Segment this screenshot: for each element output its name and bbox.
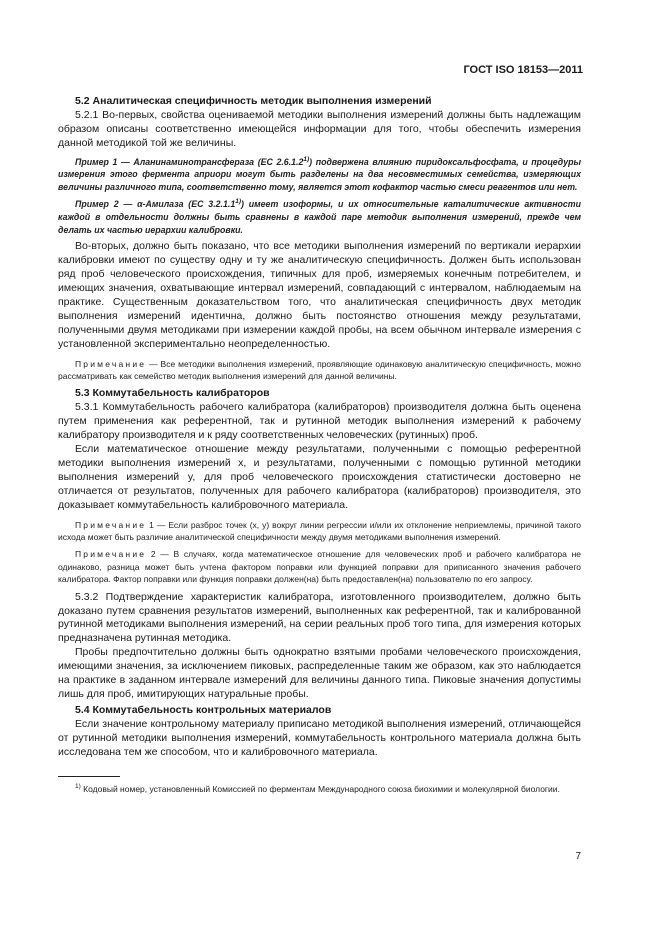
page-content xyxy=(58,93,581,795)
paragraph-5-3-1-cont: Если математическое отношение между результатами, полученными с помощью референтной методики выполнения измерений x, и результатами, полученными с помощью рутинной методики выполнения измерений y, для проб человеческого происхождения статистически достоверно не отличается от результатов, полученных для рабочего калибратора (калибраторов) производителя, это доказывает коммутабельность калибровочного материала. xyxy=(58,443,581,511)
paragraph-5-2-1: 5.2.1 Во-первых, свойства оцениваемой методики выполнения измерений должны быть надлежащим образом описаны соответственно имеющейся информации для того, чтобы обеспечить измерения данной методикой той же величины. xyxy=(58,108,581,149)
section-5-2-heading: 5.2 Аналитическая специфичность методик выполнения измерений xyxy=(75,95,432,107)
example-2 xyxy=(58,198,581,236)
example-2-end: ) имеет изоформы, и их относительные каталитические активности каждой в отдельности должны быть сравнены в каждой паре методик выполнения измерений, прежде чем делать их частью иерархии калибровки. xyxy=(58,199,581,235)
paragraph-5-3-2-cont: Пробы предпочтительно должны быть однократно взятыми пробами человеческого происхождения, имеющими значения, за исключением пиковых, распределенные таким же образом, как это наблюдается на практике в заданном интервале измерений для величины данного типа. Пиковые значения допустимы лишь для проб, имитирующих натуральные пробы. xyxy=(58,646,581,700)
note-5-3-2 xyxy=(58,548,581,585)
footnote-separator xyxy=(58,776,120,777)
footnote-mark: 1) xyxy=(75,782,81,790)
paragraph-5-2-second: Во-вторых, должно быть показано, что все методики выполнения измерений по вертикали иерархии калибровки имеют по существу одну и ту же аналитическую специфичность. Должен быть использован ряд проб человеческого происхождения, типичных для проб, измеряемых конечным потребителем, и имеющих значения, охватывающие интервал измерений, совпадающий с интервалом, наблюдаемым на практике. Существенным доказательством того, что аналитическая специфичность двух методик выполнения измерений идентична, должно быть постоянство отношения между результатами, полученными двумя методиками при измерении каждой пробы, на всем обычном интервале измерения с установленной экспериментально неопределенностью. xyxy=(58,240,581,350)
note-5-3-1 xyxy=(58,519,581,544)
note-label: Примечание xyxy=(75,358,147,369)
example-2-start: Пример 2 — α-Амилаза (ЕС 3.2.1.1 xyxy=(75,199,236,210)
note-text: — Все методики выполнения измерений, проявляющие одинаковую аналитическую специфичность, можно рассматривать как семейство методик выполнения измерений для данной величины. xyxy=(58,358,581,382)
page-number: 7 xyxy=(575,851,581,862)
note-text: 1 — Если разброс точек (x, y) вокруг линии регрессии и/или их отклонение неприемлемы, причиной такого исхода может быть различие аналитической специфичности между двумя методиками выполнения измерений. xyxy=(58,519,581,543)
example-1-start: Пример 1 — Аланинаминотрансфераза (ЕС 2.6.1.2 xyxy=(75,156,304,167)
document-id-header: ГОСТ ISO 18153—2011 xyxy=(463,64,583,76)
note-label: Примечание xyxy=(75,519,147,530)
section-5-3-heading: 5.3 Коммутабельность калибраторов xyxy=(75,387,270,400)
footnote-ref: 1) xyxy=(303,155,310,163)
note-5-2 xyxy=(58,358,581,383)
paragraph-5-3-2: 5.3.2 Подтверждение характеристик калибратора, изготовленного производителем, должно быть доказано путем сравнения результатов измерений, выполненных как референтной, так и калиброванной рутинной методиками выполнения измерений, на серии реальных проб того типа, для измерения которых предназначена рутинная методика. xyxy=(58,590,581,645)
footnote xyxy=(58,783,581,795)
footnote-ref: 1) xyxy=(235,198,241,206)
paragraph-5-4: Если значение контрольному материалу приписано методикой выполнения измерений, отличающейся от рутинной методики выполнения измерений, коммутабельность контрольного материала должна быть исследована тем же способом, что и калибровочного материала. xyxy=(58,717,581,758)
paragraph-5-3-1: 5.3.1 Коммутабельность рабочего калибратора (калибраторов) производителя должна быть оценена путем применения как референтной, так и рутинной методик выполнения измерений к рабочему калибратору производителя и к ряду соответственных человеческих (рутинных) проб. xyxy=(58,401,581,442)
note-text: 2 — В случаях, когда математическое отношение для человеческих проб и рабочего калибратора не одинаково, разница может быть учтена фактором поправки или функцией поправки для приписанного значения рабочего калибратора. Фактор поправки или функция поправки должен(на) быть предоставлен(на) пользователю по его запросу. xyxy=(58,549,581,585)
example-1 xyxy=(58,156,581,194)
example-1-end: ) подвержена влиянию пиридоксальфосфата, и процедуры измерения этого фермента априори могут быть разделены на два несовместимых семейства, измеряющих величины различного типа, соответственно тому, является этот кофактор частью смеси реагентов или нет. xyxy=(58,156,581,193)
note-label: Примечание xyxy=(75,549,147,560)
footnote-text: Кодовый номер, установленный Комиссией по ферментам Международного союза биохимии и молекулярной биологии. xyxy=(80,783,560,794)
section-5-4-heading: 5.4 Коммутабельность контрольных материалов xyxy=(75,703,332,716)
